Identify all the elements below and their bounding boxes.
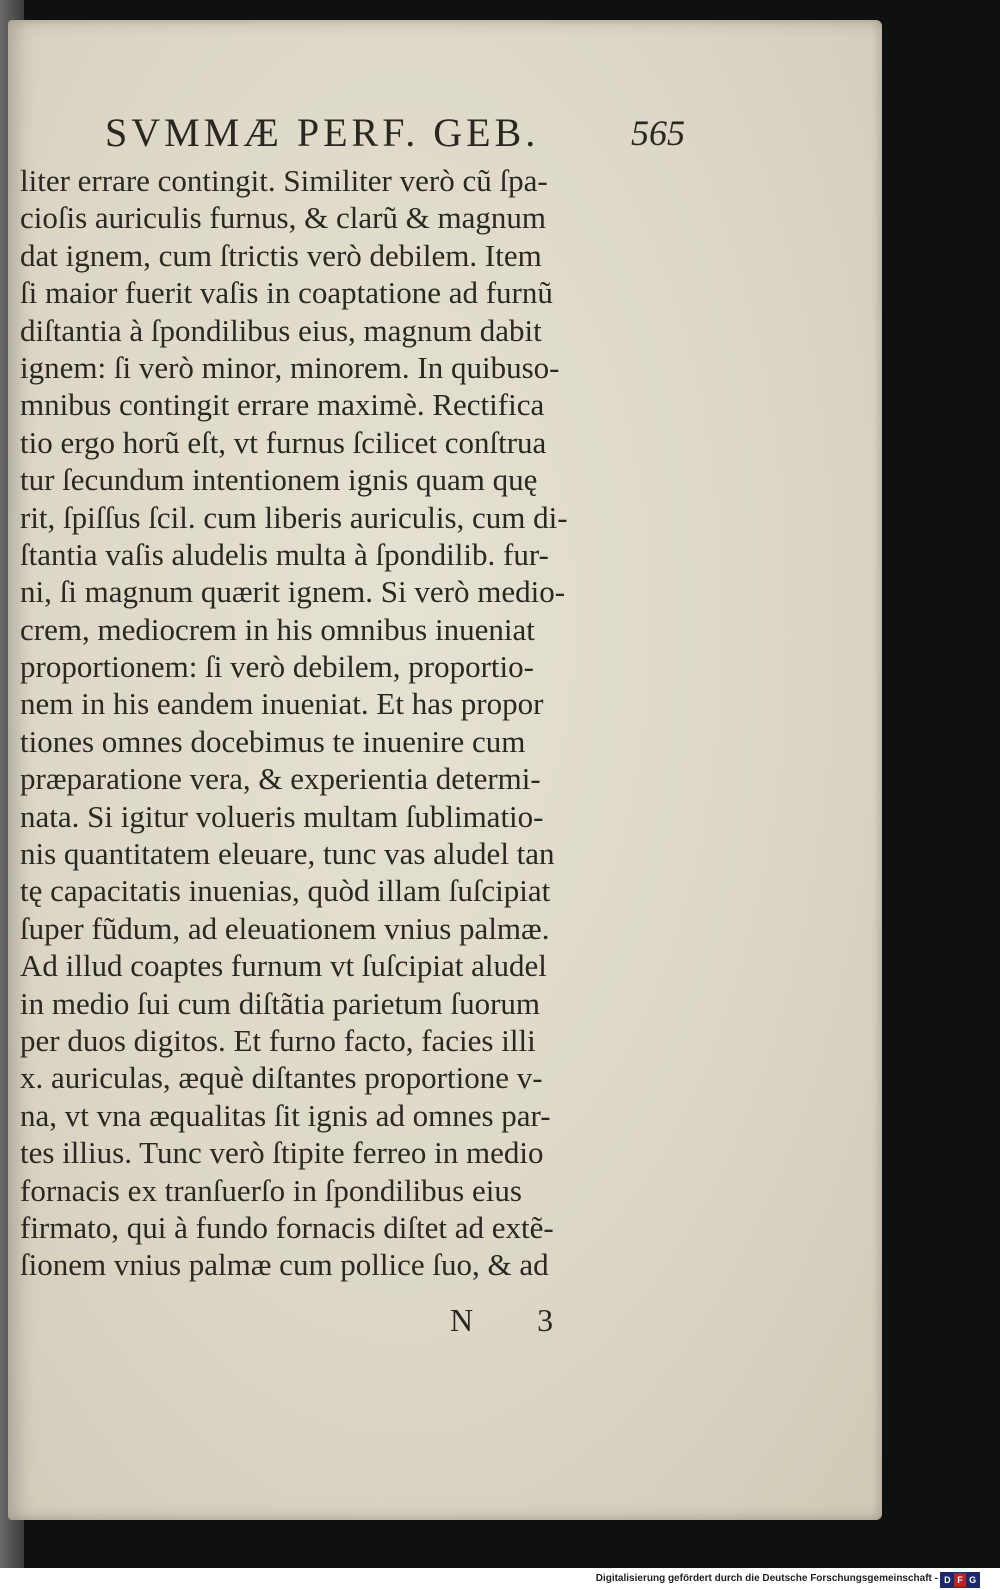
text-line: nis quantitatem eleuare, tunc vas aludel tan: [20, 836, 555, 872]
dfg-logo: [940, 1572, 980, 1588]
footer-note: Digitalisierung gefördert durch die Deutsche Forschungsgemeinschaft -: [595, 1573, 938, 1584]
dfg-logo-letter: F: [954, 1573, 967, 1587]
text-line: ni, ſi magnum quærit ignem. Si verò medio-: [20, 574, 566, 610]
text-line: x. auriculas, æquè diſtantes proportione v-: [20, 1060, 543, 1096]
footer-bar: [0, 1568, 1000, 1590]
text-line: na, vt vna æqualitas ſit ignis ad omnes par-: [20, 1097, 551, 1133]
text-line: ſionem vnius palmæ cum pollice ſuo, & ad: [20, 1247, 549, 1283]
text-line: crem, mediocrem in his omnibus inueniat: [20, 611, 535, 647]
text-line: ſtantia vaſis aludelis multa à ſpondilib. fur-: [20, 536, 549, 572]
text-line: dat ignem, cum ſtrictis verò debilem. Item: [20, 237, 542, 273]
text-line: ignem: ſi verò minor, minorem. In quibuso-: [20, 349, 560, 385]
text-line: nata. Si igitur volueris multam ſublimatio-: [20, 798, 544, 834]
text-line: firmato, qui à fundo fornacis diſtet ad extẽ-: [20, 1209, 554, 1245]
text-line: tę capacitatis inuenias, quòd illam ſuſcipiat: [20, 873, 551, 909]
text-line: mnibus contingit errare maximè. Rectifica: [20, 387, 545, 423]
text-line: per duos digitos. Et furno facto, facies illi: [20, 1022, 536, 1058]
dfg-logo-letter: D: [941, 1573, 954, 1587]
text-line: Ad illud coaptes furnum vt ſuſcipiat aludel: [20, 948, 547, 984]
running-head: SVMMÆ PERF. GEB.: [105, 110, 540, 155]
text-line: tiones omnes docebimus te inuenire cum: [20, 723, 526, 759]
text-line: liter errare contingit. Similiter verò cũ ſpa-: [20, 163, 548, 198]
text-line: tur ſecundum intentionem ignis quam quę: [20, 462, 538, 498]
text-line: cioſis auriculis furnus, & clarũ & magnum: [20, 200, 547, 236]
text-line: rit, ſpiſſus ſcil. cum liberis auriculis, cum di-: [20, 499, 568, 535]
page-header: [105, 108, 685, 158]
text-line: tes illius. Tunc verò ſtipite ferreo in medio: [20, 1135, 544, 1171]
text-line: ſi maior fuerit vaſis in coaptatione ad furnũ: [20, 275, 553, 311]
text-line: diſtantia à ſpondilibus eius, magnum dabit: [20, 312, 542, 348]
text-line: in medio ſui cum diſtãtia parietum ſuorum: [20, 985, 541, 1021]
page-number: 565: [631, 113, 685, 153]
dfg-logo-letter: G: [966, 1573, 979, 1587]
text-line: præparatione vera, & experientia determi-: [20, 761, 541, 797]
text-line: ſuper fũdum, ad eleuationem vnius palmæ.: [20, 910, 550, 946]
body-text: [20, 162, 680, 1284]
text-line: tio ergo horũ eſt, vt furnus ſcilicet conſtrua: [20, 424, 547, 460]
signature-mark: N 3: [450, 1302, 582, 1338]
text-line: nem in his eandem inueniat. Et has propor: [20, 686, 544, 722]
text-line: fornacis ex tranſuerſo in ſpondilibus eius: [20, 1172, 522, 1208]
text-line: proportionem: ſi verò debilem, proportio-: [20, 649, 534, 685]
